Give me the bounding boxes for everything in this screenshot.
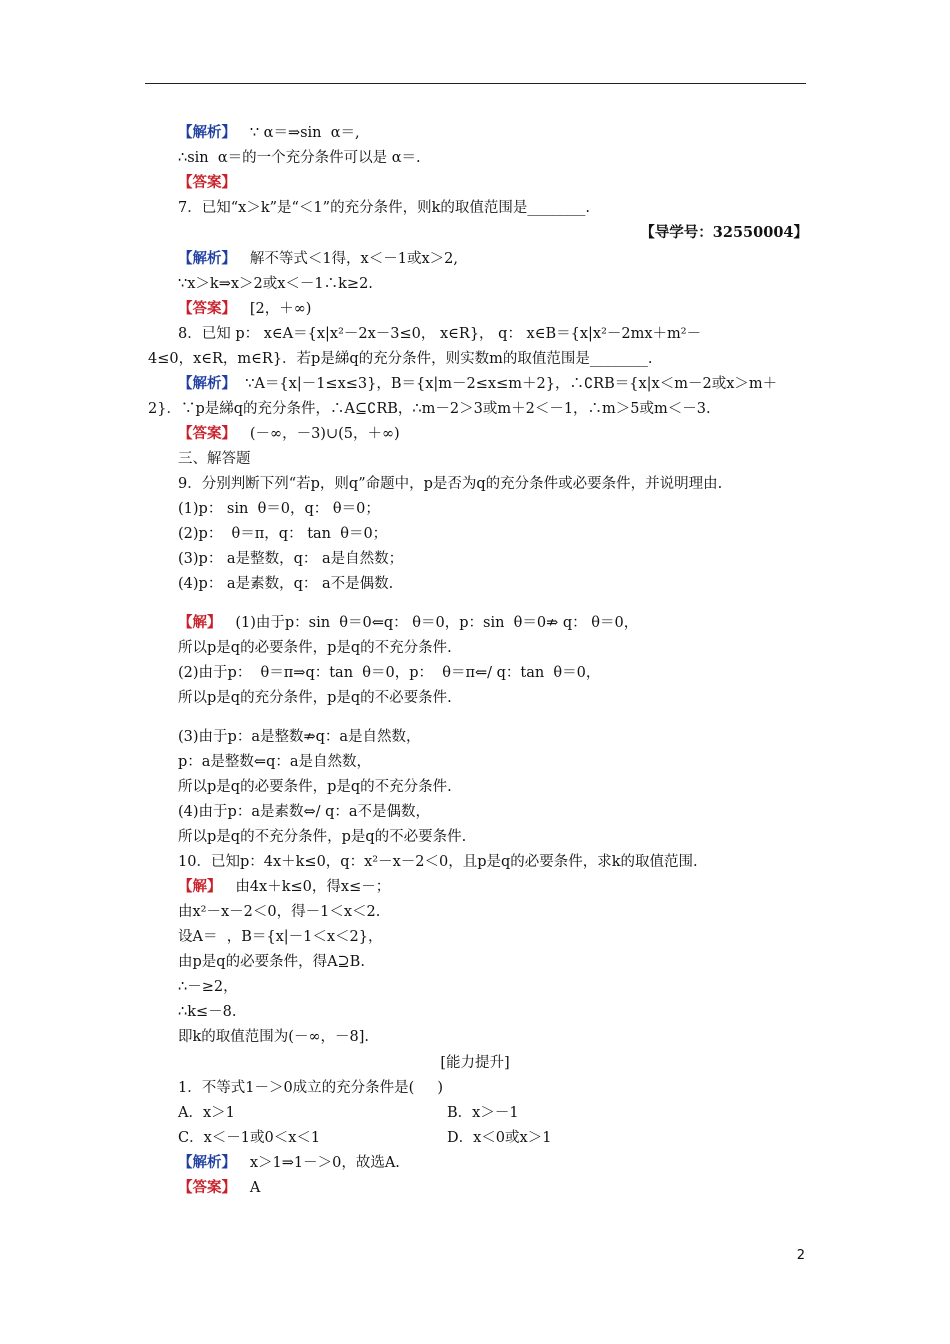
answer-tag: 【答案】 bbox=[178, 300, 236, 317]
line-text: 由p是q的必要条件，得A⊇B. bbox=[178, 954, 365, 970]
solution-line bbox=[178, 638, 452, 658]
option-a bbox=[178, 1103, 235, 1123]
solution-line bbox=[178, 927, 383, 947]
analysis-tag: 【解析】 bbox=[178, 1154, 236, 1171]
line-text: (1)p： sin θ＝0，q： θ＝0； bbox=[178, 501, 380, 517]
question-9 bbox=[178, 474, 722, 494]
line-text: 4≤0，x∈R，m∈R}．若p是綈q的充分条件，则实数m的取值范围是________. bbox=[148, 351, 653, 367]
section-heading: [能力提升] bbox=[440, 1055, 510, 1071]
page-number: 2 bbox=[796, 1248, 805, 1263]
question-8-cont bbox=[148, 349, 652, 369]
analysis-tag: 【解析】 bbox=[178, 124, 236, 141]
line-text: [2，＋∞) bbox=[236, 301, 312, 317]
analysis-tag: 【解析】 bbox=[178, 375, 236, 392]
question-7 bbox=[178, 198, 590, 218]
line-text: 所以p是q的必要条件，p是q的不充分条件. bbox=[178, 640, 452, 656]
answer-tag: 【答案】 bbox=[178, 425, 236, 442]
option-c bbox=[178, 1128, 320, 1148]
line-text: 8．已知 p： x∈A＝{x|x²－2x－3≤0， x∈R}， q： x∈B＝{x|x²－2mx＋m²－ bbox=[178, 326, 702, 342]
line-text: A bbox=[236, 1180, 261, 1196]
answer-line bbox=[178, 173, 236, 193]
solution-line bbox=[178, 613, 638, 633]
line-text: 所以p是q的充分条件，p是q的不必要条件. bbox=[178, 690, 452, 706]
question-10 bbox=[178, 852, 698, 872]
solution-line bbox=[178, 688, 452, 708]
line-text: 10．已知p：4x＋k≤0，q：x²－x－2＜0，且p是q的必要条件，求k的取值范围. bbox=[178, 854, 698, 870]
analysis-tag: 【解析】 bbox=[178, 250, 236, 267]
option-d: D．x＜0或x＞1 bbox=[447, 1130, 552, 1146]
line-text: 即k的取值范围为(－∞，－8]. bbox=[178, 1029, 370, 1045]
solution-line bbox=[178, 374, 777, 394]
line-text: 2}．∵p是綈q的充分条件，∴A⊆∁RB，∴m－2＞3或m＋2＜－1，∴m＞5或m＜－3. bbox=[148, 401, 711, 417]
line-text: 所以p是q的必要条件，p是q的不充分条件. bbox=[178, 779, 452, 795]
line-text: 所以p是q的不充分条件，p是q的不必要条件. bbox=[178, 829, 467, 845]
option-b: B．x＞－1 bbox=[447, 1105, 519, 1121]
line-text: 设A＝ ，B＝{x|－1＜x＜2}， bbox=[178, 929, 383, 945]
line-text: ∵A＝{x|－1≤x≤3}，B＝{x|m－2≤x≤m＋2}，∴∁RB＝{x|x＜m－2或x＞m＋ bbox=[236, 376, 778, 392]
solution-line bbox=[178, 1153, 400, 1173]
solution-line bbox=[178, 123, 360, 143]
solution-line bbox=[178, 1002, 237, 1022]
solution-line bbox=[178, 802, 430, 822]
guide-number: 【导学号：32550004】 bbox=[640, 224, 808, 241]
solution-line bbox=[178, 752, 371, 772]
section-title bbox=[178, 449, 251, 469]
solution-line bbox=[178, 727, 421, 747]
sub-question bbox=[178, 499, 380, 519]
question-8 bbox=[178, 324, 701, 344]
sub-question bbox=[178, 549, 403, 569]
line-text: ∴sin α＝的一个充分条件可以是 α＝. bbox=[178, 150, 421, 166]
line-text: ∴k≤－8. bbox=[178, 1004, 237, 1020]
line-text: p：a是整数⇐q：a是自然数， bbox=[178, 754, 372, 770]
line-text: 由4x＋k≤0，得x≤－； bbox=[221, 879, 391, 895]
solution-line bbox=[148, 399, 711, 419]
line-text: ∵ α＝⇒sin α＝, bbox=[236, 125, 360, 141]
sub-question bbox=[178, 524, 387, 544]
answer-line bbox=[178, 1178, 260, 1198]
line-text: ∵x＞k⇒x＞2或x＜－1∴k≥2. bbox=[178, 276, 373, 292]
answer-tag: 【答案】 bbox=[178, 1179, 236, 1196]
line-text: (－∞，－3)∪(5，＋∞) bbox=[236, 426, 400, 442]
line-text: ∴－≥2， bbox=[178, 979, 238, 995]
line-text: A．x＞1 bbox=[178, 1105, 235, 1121]
answer-line bbox=[178, 424, 400, 444]
line-text: (3)由于p：a是整数⇏q：a是自然数， bbox=[178, 729, 421, 745]
solution-line bbox=[178, 827, 466, 847]
solution-line bbox=[178, 777, 452, 797]
line-text: C．x＜－1或0＜x＜1 bbox=[178, 1130, 321, 1146]
header-rule bbox=[145, 83, 806, 84]
line-text: (4)由于p：a是素数⇔/ q：a不是偶数， bbox=[178, 804, 431, 820]
solution-tag: 【解】 bbox=[178, 878, 222, 895]
solution-line bbox=[178, 902, 380, 922]
line-text: 7．已知“x＞k”是“＜1”的充分条件，则k的取值范围是________. bbox=[178, 200, 590, 216]
line-text: (4)p： a是素数，q： a不是偶数. bbox=[178, 576, 394, 592]
line-text: (3)p： a是整数，q： a是自然数； bbox=[178, 551, 404, 567]
line-text: 1．不等式1－＞0成立的充分条件是( ) bbox=[178, 1080, 444, 1096]
question-1 bbox=[178, 1078, 443, 1098]
line-text: x＞1⇒1－＞0，故选A. bbox=[236, 1155, 400, 1171]
line-text: (1)由于p：sin θ＝0⇐q： θ＝0，p：sin θ＝0⇏ q： θ＝0， bbox=[221, 615, 639, 631]
solution-line bbox=[178, 663, 600, 683]
line-text: (2)p： θ＝π，q： tan θ＝0； bbox=[178, 526, 388, 542]
solution-line bbox=[178, 274, 373, 294]
line-text: 9．分别判断下列“若p，则q”命题中，p是否为q的充分条件或必要条件，并说明理由. bbox=[178, 476, 723, 492]
solution-line bbox=[178, 977, 238, 997]
solution-line bbox=[178, 952, 365, 972]
solution-tag: 【解】 bbox=[178, 614, 222, 631]
solution-line bbox=[178, 877, 390, 897]
answer-line bbox=[178, 299, 311, 319]
solution-line bbox=[178, 1027, 369, 1047]
line-text: (2)由于p： θ＝π⇒q：tan θ＝0，p： θ＝π⇐/ q：tan θ＝0， bbox=[178, 665, 601, 681]
line-text: 三、解答题 bbox=[178, 451, 251, 467]
solution-line bbox=[178, 148, 421, 168]
solution-line bbox=[178, 249, 458, 269]
line-text: 由x²－x－2＜0，得－1＜x＜2. bbox=[178, 904, 381, 920]
answer-tag: 【答案】 bbox=[178, 174, 236, 191]
line-text: 解不等式＜1得，x＜－1或x＞2, bbox=[236, 251, 458, 267]
sub-question bbox=[178, 574, 393, 594]
